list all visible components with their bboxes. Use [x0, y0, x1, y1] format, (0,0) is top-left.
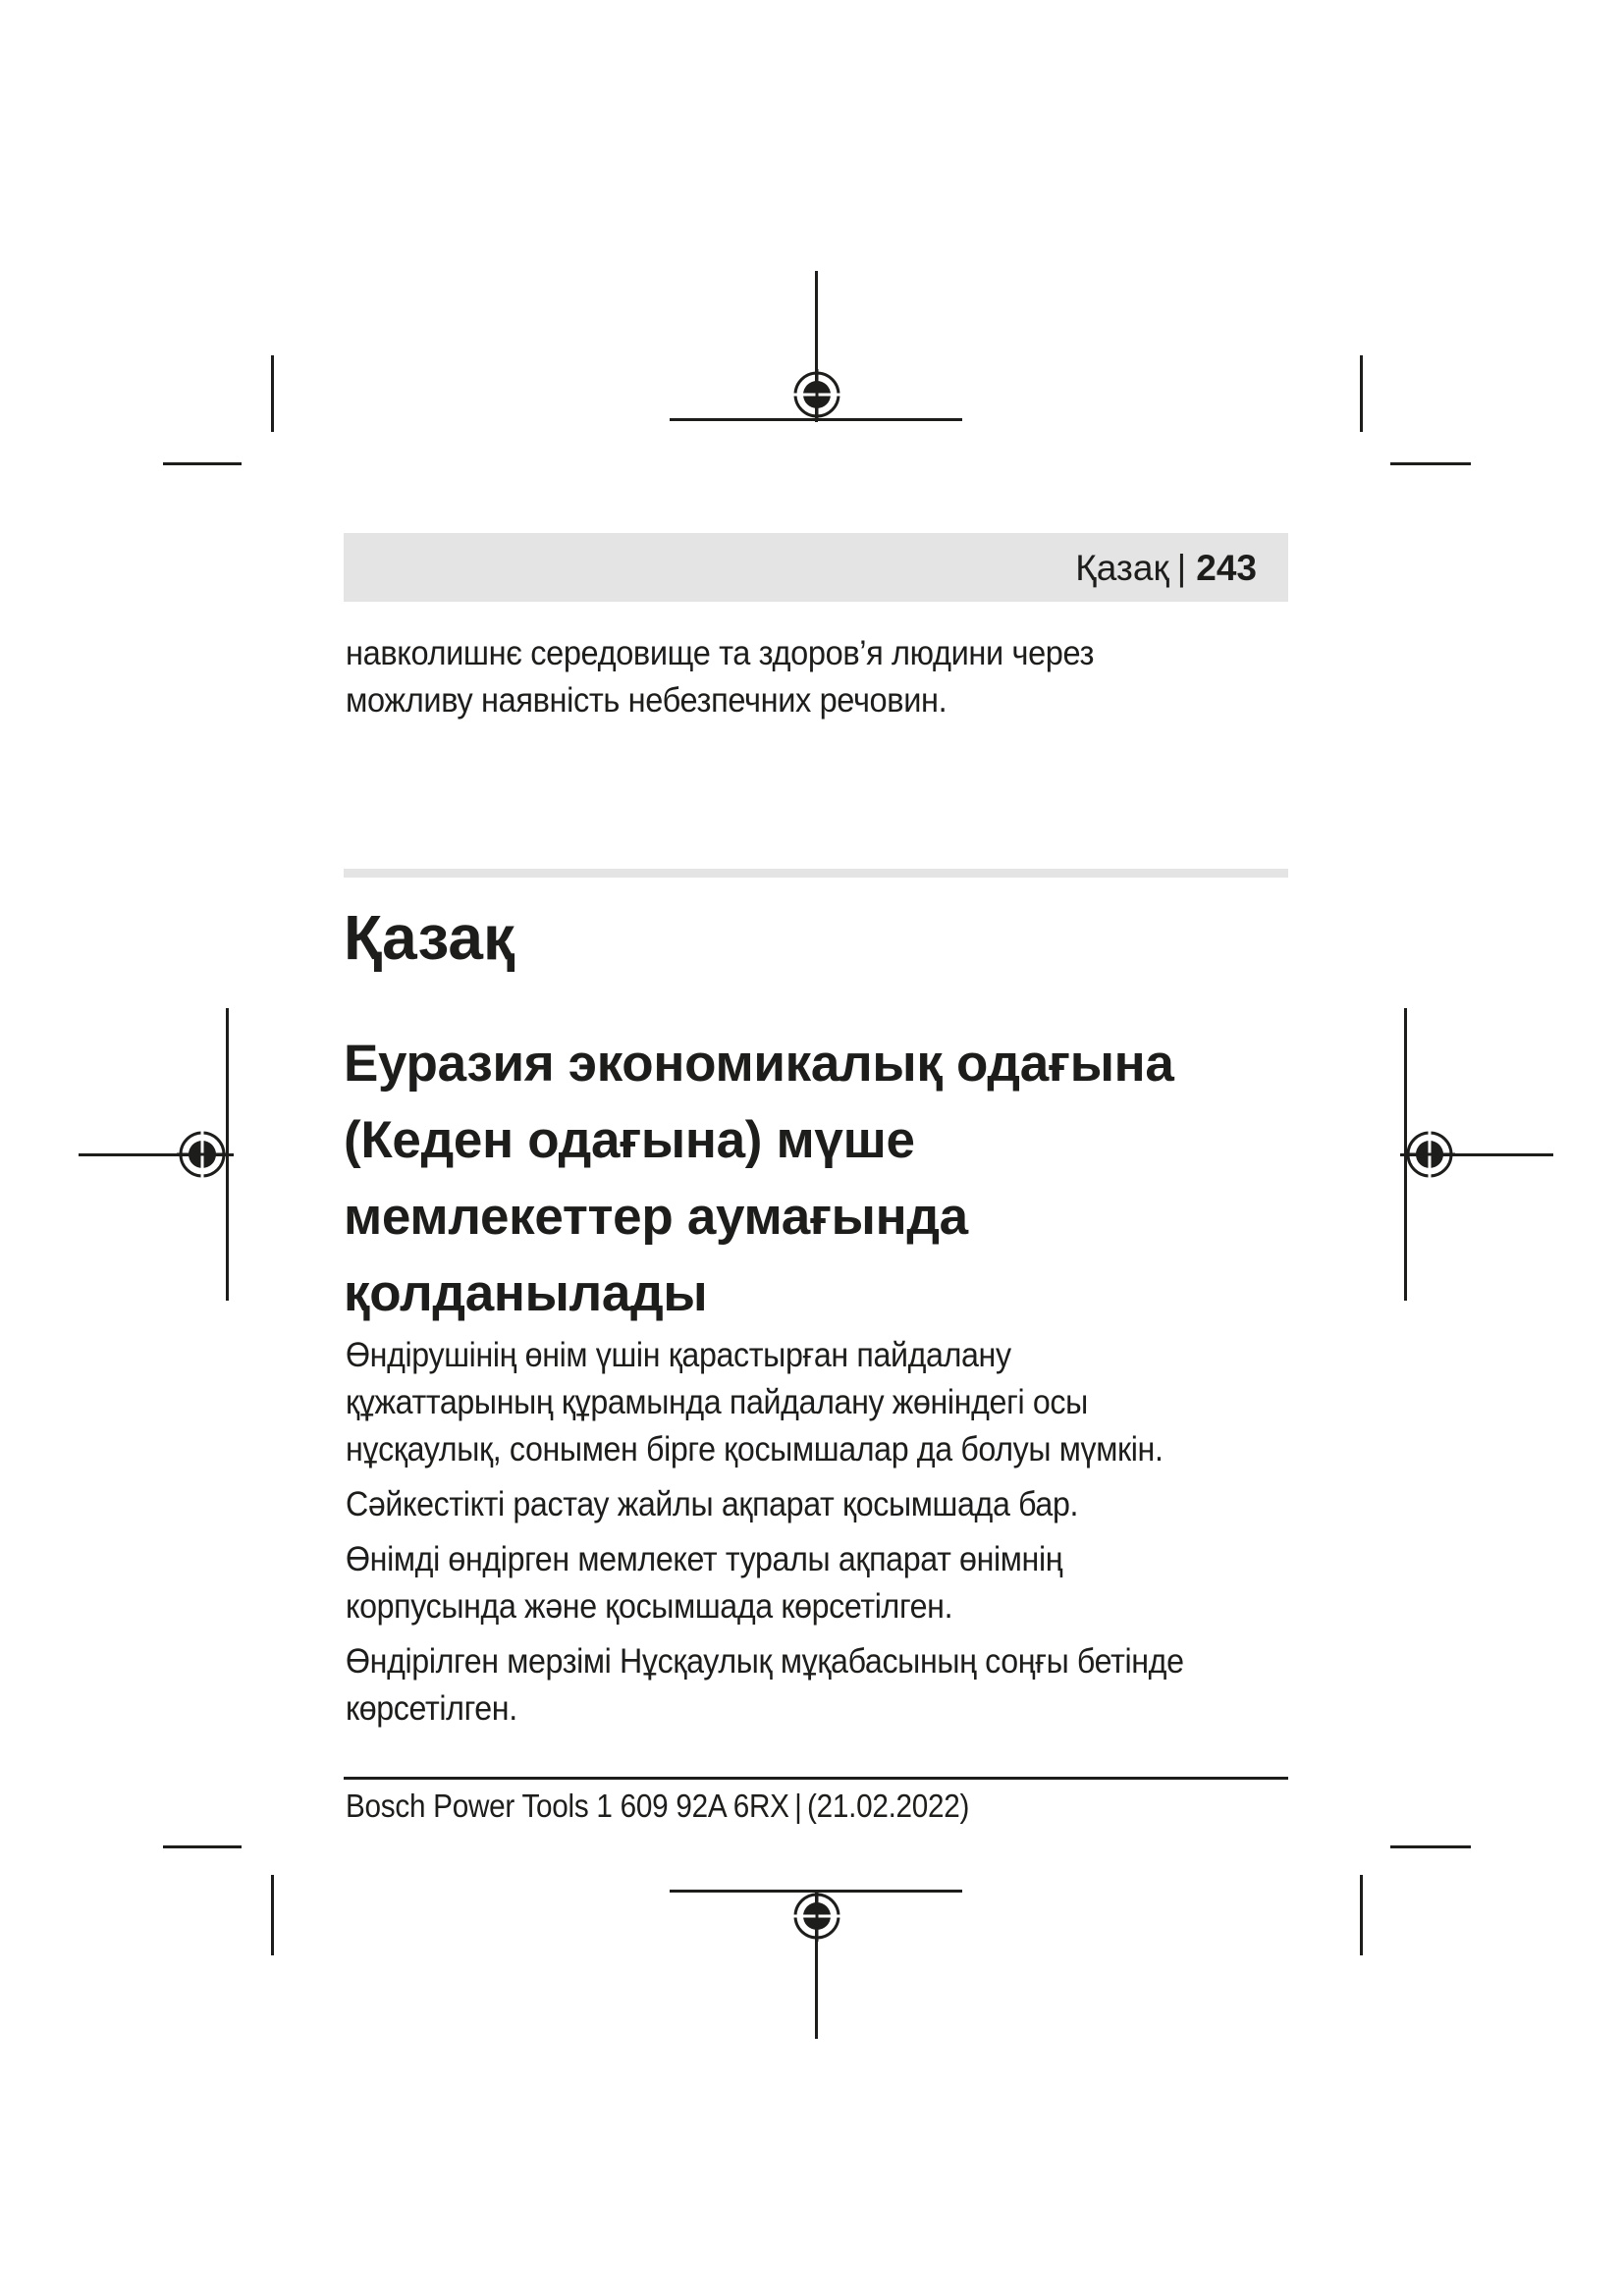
intro-paragraph	[346, 630, 1222, 724]
crop-mark	[1390, 462, 1471, 465]
registration-target-icon	[1404, 1129, 1455, 1180]
running-header-text	[1075, 549, 1257, 588]
registration-target-icon	[177, 1129, 228, 1180]
page-number: 243	[1196, 548, 1257, 588]
header-separator: |	[1176, 548, 1187, 588]
footer-divider	[344, 1777, 1288, 1780]
crop-mark	[271, 1875, 274, 1955]
heading-line: қолданылады	[344, 1264, 708, 1322]
section-title: Қазақ	[344, 902, 515, 973]
crop-mark	[271, 355, 274, 432]
registration-target-icon	[791, 369, 842, 420]
intro-line: можливу наявність небезпечних речовин.	[346, 681, 947, 720]
body-line: Өндірілген мерзімі Нұсқаулық мұқабасының соңғы бетінде	[346, 1642, 1184, 1681]
body-line: Сәйкестікті растау жайлы ақпарат қосымшада бар.	[346, 1485, 1079, 1523]
body-line: нұсқаулық, сонымен бірге қосымшалар да болуы мүмкін.	[346, 1430, 1164, 1468]
crop-mark	[1360, 1875, 1363, 1955]
body-line: құжаттарының құрамында пайдалану жөніндегі осы	[346, 1383, 1088, 1421]
body-line: көрсетілген.	[346, 1689, 517, 1728]
running-header	[344, 533, 1288, 602]
body-line: Өндірушінің өнім үшін қарастырған пайдалану	[346, 1336, 1011, 1374]
body-paragraph	[346, 1332, 1258, 1473]
footer-separator: |	[794, 1788, 802, 1824]
body-line: Өнімді өндірген мемлекет туралы ақпарат өнімнің	[346, 1540, 1063, 1578]
body-text	[346, 1332, 1258, 1740]
section-divider	[344, 869, 1288, 878]
body-line: корпусында және қосымшада көрсетілген.	[346, 1587, 953, 1626]
heading-line: Еуразия экономикалық одағына	[344, 1035, 1174, 1093]
body-paragraph	[346, 1481, 1258, 1528]
body-paragraph	[346, 1536, 1258, 1630]
registration-target-icon	[791, 1891, 842, 1942]
heading-line: (Кеден одағына) мүше	[344, 1111, 915, 1169]
body-paragraph	[346, 1638, 1258, 1733]
footer-date: (21.02.2022)	[806, 1788, 970, 1824]
footer-publisher-code: Bosch Power Tools 1 609 92A 6RX	[346, 1788, 789, 1824]
crop-mark	[163, 1845, 242, 1848]
crop-mark	[163, 462, 242, 465]
heading-line: мемлекеттер аумағында	[344, 1188, 968, 1246]
intro-line: навколишнє середовище та здоров’я людини через	[346, 634, 1095, 672]
crop-mark	[1360, 355, 1363, 432]
section-heading	[344, 1026, 1286, 1332]
header-section-name: Қазақ	[1075, 548, 1169, 588]
crop-mark	[1390, 1845, 1471, 1848]
page-footer	[346, 1785, 969, 1828]
